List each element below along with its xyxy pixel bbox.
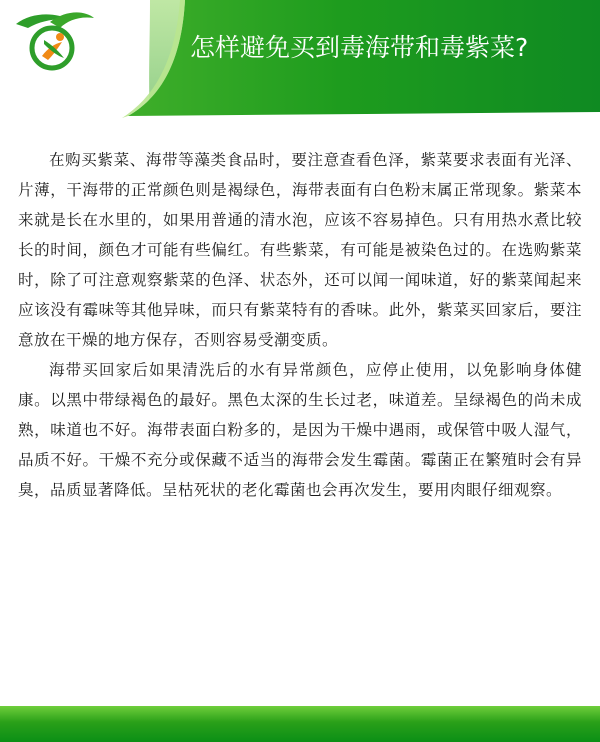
page-title: 怎样避免买到毒海带和毒紫菜? — [190, 33, 529, 62]
article-paragraph: 海带买回家后如果清洗后的水有异常颜色，应停止使用，以免影响身体健康。以黑中带绿褐色的最好。黑色太深的生长过老，味道差。呈绿褐色的尚未成熟，味道也不好。海带表面白粉多的，是因为干燥中遇雨，或保管中吸人湿气，品质不好。干燥不充分或保藏不适当的海带会发生霉菌。霉菌正在繁殖时会有异臭，品质显著降低。呈枯死状的老化霉菌也会再次发生，要用肉眼仔细观察。 — [18, 361, 582, 499]
article-paragraph: 在购买紫菜、海带等藻类食品时，要注意查看色泽，紫菜要求表面有光泽、片薄，干海带的正常颜色则是褐绿色，海带表面有白色粉末属正常现象。紫菜本来就是长在水里的，如果用普通的清水泡，应该不容易掉色。只有用热水煮比较长的时间，颜色才可能有些偏红。有些紫菜，有可能是被染色过的。在选购紫菜时，除了可注意观察紫菜的色泽、状态外，还可以闻一闻味道，好的紫菜闻起来应该没有霉味等其他异味，而只有紫菜特有的香味。此外，紫菜买回家后，要注意放在干燥的地方保存，否则容易受潮变质。 — [18, 151, 582, 349]
brand-logo-icon — [14, 10, 96, 72]
footer-bar — [0, 706, 600, 742]
article-body — [18, 145, 582, 505]
